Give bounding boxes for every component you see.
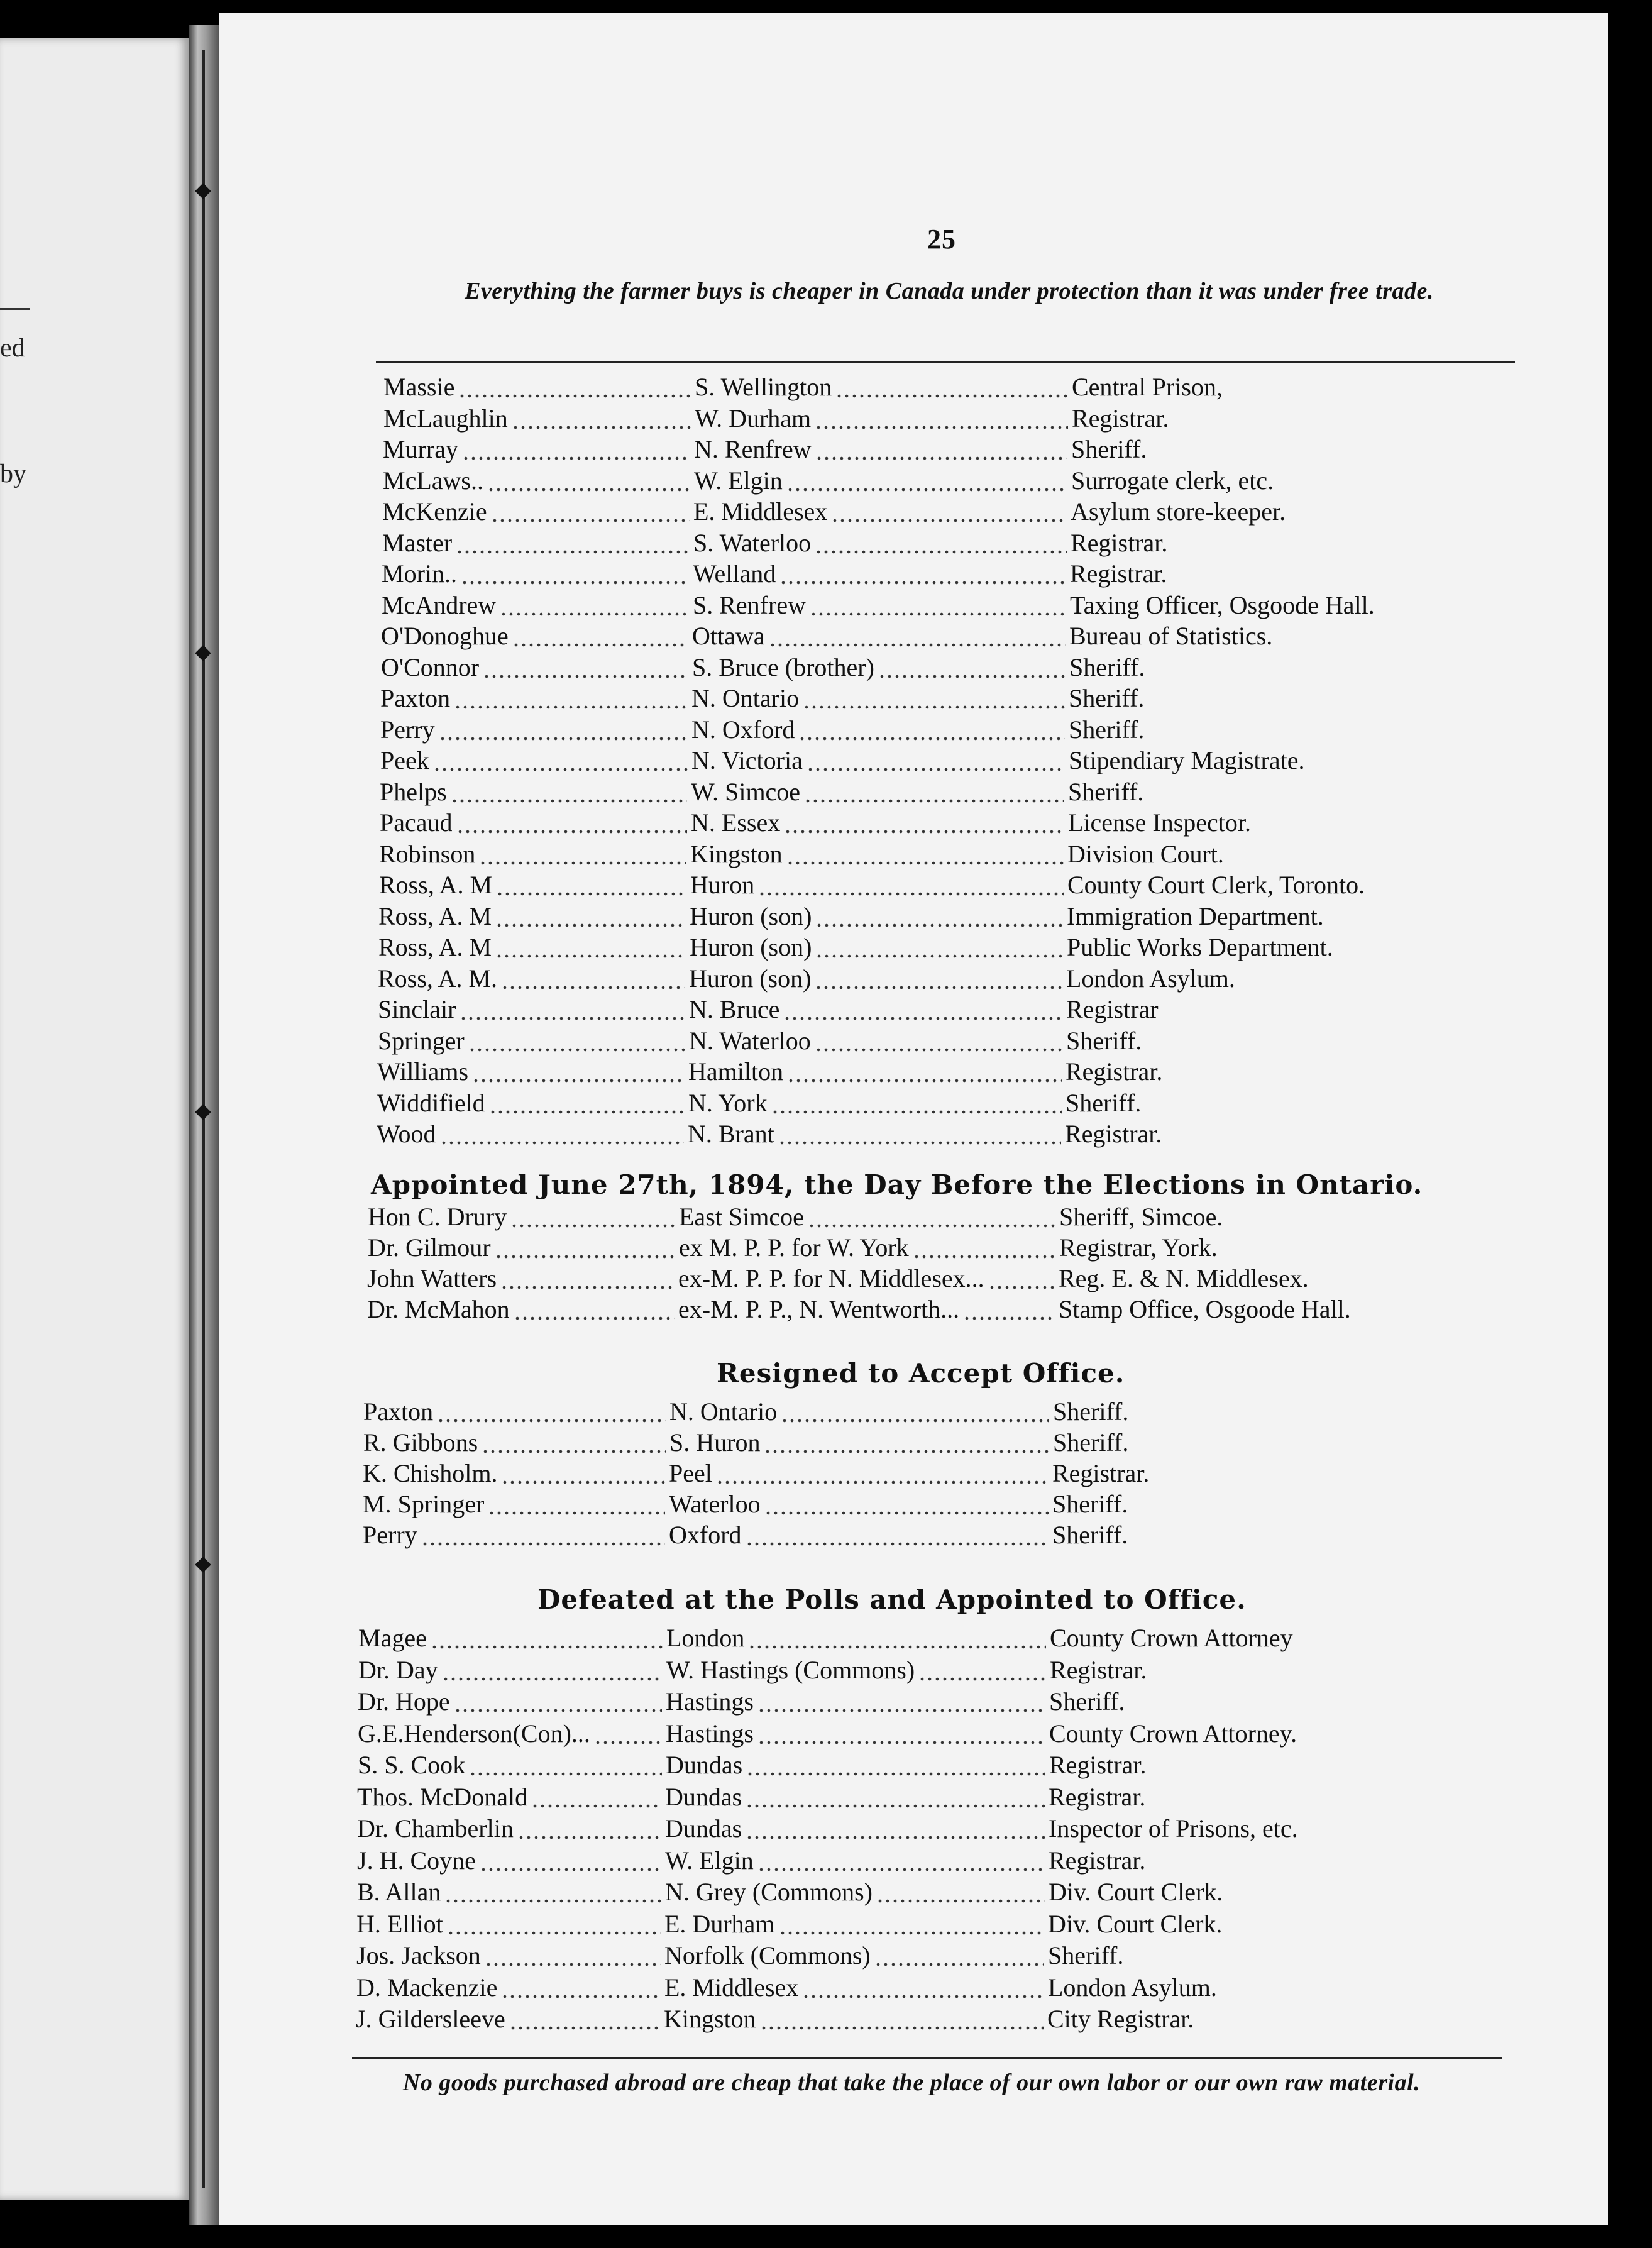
leader-dots <box>803 682 1065 715</box>
appointee-name: Thos. McDonald <box>357 1782 528 1811</box>
list-row <box>0 1781 1652 1814</box>
appointee-name: Morin.. <box>382 559 457 588</box>
leader-dots <box>815 1025 1062 1057</box>
office-name: Sheriff. <box>1048 1941 1124 1970</box>
leader-dots <box>442 1654 663 1687</box>
leader-dots <box>874 1939 1044 1972</box>
office-name: City Registrar. <box>1047 2005 1194 2033</box>
list-row <box>0 714 1652 746</box>
leader-dots <box>764 1488 1049 1521</box>
appointee-name: McLaws.. <box>383 466 483 495</box>
left-page-fragment: by <box>0 460 26 488</box>
riding-name: E. Durham <box>664 1909 775 1938</box>
leader-dots <box>815 402 1068 435</box>
left-page-rule <box>0 308 30 310</box>
list-row <box>0 682 1652 715</box>
leader-dots <box>594 1717 662 1750</box>
leader-dots <box>815 433 1067 466</box>
list-row <box>0 838 1652 871</box>
riding-name: Dundas <box>665 1782 742 1811</box>
list-row <box>0 1654 1652 1687</box>
riding-name: ex M. P. P. for W. York <box>679 1233 909 1262</box>
list-row <box>0 1201 1652 1233</box>
office-name: London Asylum. <box>1066 964 1235 993</box>
leader-dots <box>757 1844 1045 1877</box>
appointee-name: M. Springer <box>363 1490 485 1518</box>
leader-dots <box>488 1488 665 1521</box>
riding-name: Huron (son) <box>689 964 812 993</box>
list-row <box>0 2003 1652 2036</box>
leader-dots <box>810 589 1066 622</box>
leader-dots <box>495 900 686 933</box>
riding-name: Huron <box>690 871 755 899</box>
leader-dots <box>517 1812 661 1845</box>
leader-dots <box>783 993 1062 1026</box>
riding-name: Hamilton <box>688 1057 784 1086</box>
riding-name: Hastings <box>666 1719 754 1748</box>
riding-name: N. Oxford <box>691 715 795 744</box>
leader-dots <box>483 651 688 684</box>
riding-name: E. Middlesex <box>693 497 828 526</box>
appointee-name: Murray <box>383 435 458 463</box>
section-heading-resigned: Resigned to Accept Office. <box>717 1358 1125 1389</box>
leader-dots <box>485 1939 661 1972</box>
office-name: Surrogate clerk, etc. <box>1071 466 1274 495</box>
list-row <box>0 807 1652 839</box>
riding-name: W. Simcoe <box>691 777 801 806</box>
office-name: Registrar. <box>1050 1655 1147 1684</box>
office-name: Division Court. <box>1067 839 1224 868</box>
office-name: Sheriff. <box>1066 1088 1142 1117</box>
riding-name: N. York <box>688 1088 768 1117</box>
office-name: Registrar. <box>1066 1057 1163 1086</box>
riding-name: N. Bruce <box>689 995 780 1023</box>
riding-name: E. Middlesex <box>664 1973 799 2002</box>
appointee-name: J. H. Coyne <box>357 1846 476 1875</box>
office-name: Sheriff. <box>1053 1397 1129 1426</box>
list-row <box>0 1971 1652 2004</box>
riding-name: Ottawa <box>692 622 765 650</box>
appointee-name: Dr. Day <box>358 1655 438 1684</box>
leader-dots <box>480 1844 661 1877</box>
list-row <box>0 433 1652 466</box>
leader-dots <box>798 714 1065 746</box>
leader-dots <box>802 1971 1044 2004</box>
leader-dots <box>746 1812 1045 1845</box>
list-row <box>0 993 1652 1026</box>
riding-name: Peel <box>669 1459 712 1487</box>
riding-name: S. Wellington <box>695 373 832 401</box>
leader-dots <box>496 869 686 901</box>
riding-name: Waterloo <box>669 1490 761 1518</box>
leader-dots <box>461 558 689 590</box>
appointee-name: Peek <box>380 746 429 774</box>
list-row <box>0 1876 1652 1909</box>
leader-dots <box>918 1654 1046 1687</box>
leader-dots <box>482 1426 666 1459</box>
leader-dots <box>760 2003 1044 2036</box>
leader-dots <box>512 402 691 435</box>
office-name: Sheriff. <box>1052 1490 1128 1518</box>
leader-dots <box>444 1876 661 1909</box>
leader-dots <box>489 1087 685 1120</box>
office-name: Registrar. <box>1052 1459 1150 1487</box>
appointee-name: G.E.Henderson(Con)... <box>358 1719 590 1748</box>
appointee-name: McLaughlin <box>383 404 508 433</box>
leader-dots <box>963 1293 1055 1326</box>
list-row <box>0 1622 1652 1655</box>
appointee-name: Springer <box>378 1026 465 1055</box>
office-name: License Inspector. <box>1068 808 1251 837</box>
office-name: Registrar <box>1066 995 1159 1023</box>
leader-dots <box>748 1622 1046 1655</box>
appointee-name: H. Elliot <box>356 1909 443 1938</box>
appointee-name: Paxton <box>380 684 451 712</box>
appointee-name: Perry <box>363 1521 417 1549</box>
appointee-name: Hon C. Drury <box>368 1203 507 1231</box>
list-row <box>0 931 1652 964</box>
riding-name: S. Waterloo <box>693 528 812 557</box>
office-name: Inspector of Prisons, etc. <box>1049 1814 1298 1843</box>
list-row <box>0 589 1652 622</box>
leader-dots <box>460 993 685 1026</box>
leader-dots <box>815 900 1063 933</box>
appointee-name: J. Gildersleeve <box>356 2005 505 2033</box>
leader-dots <box>808 1201 1055 1233</box>
appointee-name: Wood <box>377 1120 436 1148</box>
leader-dots <box>468 1025 685 1057</box>
office-name: Registrar. <box>1072 404 1169 433</box>
list-row <box>0 744 1652 777</box>
leader-dots <box>514 1293 675 1326</box>
riding-name: W. Hastings (Commons) <box>666 1655 915 1684</box>
leader-dots <box>454 1685 662 1718</box>
riding-name: Welland <box>693 559 776 588</box>
leader-dots <box>757 1717 1045 1750</box>
list-row <box>0 1231 1652 1264</box>
leader-dots <box>878 651 1066 684</box>
office-name: Sheriff, Simcoe. <box>1059 1203 1223 1231</box>
office-name: Registrar. <box>1071 528 1168 557</box>
office-name: Sheriff. <box>1053 1428 1129 1457</box>
riding-name: W. Elgin <box>665 1846 754 1875</box>
leader-dots <box>835 371 1068 404</box>
office-name: County Court Clerk, Toronto. <box>1067 871 1365 899</box>
riding-name: W. Elgin <box>694 466 783 495</box>
leader-dots <box>787 1055 1062 1088</box>
office-name: Registrar. <box>1049 1846 1146 1875</box>
appointee-name: McKenzie <box>382 497 487 526</box>
appointee-name: John Watters <box>367 1264 497 1292</box>
appointee-name: Robinson <box>379 839 476 868</box>
section-heading-june: Appointed June 27th, 1894, the Day Before the Elections in Ontario. <box>371 1169 1423 1200</box>
riding-name: Oxford <box>669 1521 742 1549</box>
list-row <box>0 1685 1652 1718</box>
leader-dots <box>831 495 1067 528</box>
leader-dots <box>778 1118 1061 1150</box>
riding-name: N. Brant <box>688 1120 774 1148</box>
office-name: Sheriff. <box>1049 1687 1125 1716</box>
leader-dots <box>815 962 1062 995</box>
leader-dots <box>491 495 690 528</box>
riding-name: N. Essex <box>691 808 781 837</box>
riding-name: Dundas <box>665 1814 742 1843</box>
leader-dots <box>440 1118 684 1150</box>
leader-dots <box>769 620 1066 653</box>
leader-dots <box>472 1055 685 1088</box>
appointee-name: Massie <box>383 373 455 401</box>
list-row <box>0 620 1652 653</box>
office-name: Stipendiary Magistrate. <box>1069 746 1305 774</box>
leader-dots <box>500 1262 675 1295</box>
appointee-name: Dr. Hope <box>358 1687 450 1716</box>
office-name: Sheriff. <box>1066 1026 1142 1055</box>
leader-dots <box>512 620 688 653</box>
riding-name: Dundas <box>666 1751 743 1779</box>
leader-dots <box>510 1201 675 1233</box>
leader-dots <box>531 1781 661 1814</box>
office-name: Registrar. <box>1065 1120 1162 1148</box>
list-row <box>0 371 1652 404</box>
leader-dots <box>462 433 690 466</box>
list-row <box>0 402 1652 435</box>
riding-name: S. Renfrew <box>693 590 806 619</box>
leader-dots <box>757 1685 1045 1718</box>
riding-name: London <box>666 1624 745 1652</box>
office-name: Taxing Officer, Osgoode Hall. <box>1070 590 1375 619</box>
leader-dots <box>786 465 1067 497</box>
riding-name: N. Ontario <box>691 684 800 712</box>
riding-name: N. Waterloo <box>689 1026 811 1055</box>
list-row <box>0 776 1652 808</box>
office-name: Reg. E. & N. Middlesex. <box>1059 1264 1309 1292</box>
leader-dots <box>807 744 1065 777</box>
leader-dots <box>988 1262 1055 1295</box>
appointee-name: Widdifield <box>377 1088 485 1117</box>
list-row <box>0 1519 1652 1551</box>
leader-dots <box>421 1519 665 1551</box>
office-name: Registrar. <box>1070 559 1167 588</box>
riding-name: N. Victoria <box>691 746 803 774</box>
office-name: Sheriff. <box>1069 653 1145 681</box>
riding-name: N. Grey (Commons) <box>665 1878 873 1906</box>
leader-dots <box>781 1396 1049 1428</box>
office-name: Bureau of Statistics. <box>1069 622 1273 650</box>
leader-dots <box>913 1231 1055 1264</box>
list-row <box>0 527 1652 559</box>
leader-dots <box>495 931 686 964</box>
riding-name: Kingston <box>690 839 783 868</box>
leader-dots <box>758 869 1064 901</box>
office-name: Central Prison, <box>1072 373 1223 401</box>
leader-dots <box>433 744 688 777</box>
footer-note: No goods purchased abroad are cheap that take the place of our own labor or our own raw material. <box>402 2069 1421 2096</box>
leader-dots <box>447 1908 661 1941</box>
appointee-name: Ross, A. M <box>379 871 493 899</box>
leader-dots <box>437 1396 666 1428</box>
riding-name: S. Bruce (brother) <box>692 653 874 681</box>
list-row <box>0 1087 1652 1120</box>
riding-name: Huron (son) <box>690 933 812 961</box>
leader-dots <box>501 1457 665 1490</box>
leader-dots <box>779 558 1066 590</box>
appointee-name: Magee <box>358 1624 427 1652</box>
leader-dots <box>456 807 687 839</box>
office-name: Asylum store-keeper. <box>1071 497 1286 526</box>
leader-dots <box>716 1457 1049 1490</box>
appointee-name: K. Chisholm. <box>363 1459 498 1487</box>
office-name: London Asylum. <box>1048 1973 1217 2002</box>
list-row <box>0 1118 1652 1150</box>
list-row <box>0 869 1652 901</box>
leader-dots <box>779 1908 1044 1941</box>
leader-dots <box>487 465 690 497</box>
riding-name: East Simcoe <box>679 1203 804 1231</box>
footer-rule <box>352 2057 1502 2059</box>
appointee-name: Jos. Jackson <box>356 1941 481 1970</box>
leader-dots <box>495 1231 675 1264</box>
leader-dots <box>509 2003 660 2036</box>
office-name: County Crown Attorney <box>1050 1624 1293 1652</box>
leader-dots <box>786 838 1064 871</box>
list-row <box>0 1293 1652 1326</box>
page-number: 25 <box>927 224 956 255</box>
riding-name: ex-M. P. P., N. Wentworth... <box>678 1295 960 1323</box>
leader-dots <box>431 1622 663 1655</box>
leader-dots <box>479 838 686 871</box>
leader-dots <box>764 1426 1049 1459</box>
office-name: Div. Court Clerk. <box>1048 1909 1223 1938</box>
office-name: Sheriff. <box>1069 684 1145 712</box>
leader-dots <box>501 1971 661 2004</box>
list-row <box>0 962 1652 995</box>
leader-dots <box>815 931 1063 964</box>
list-row <box>0 1396 1652 1428</box>
leader-dots <box>456 527 690 559</box>
office-name: Sheriff. <box>1052 1521 1128 1549</box>
list-row <box>0 900 1652 933</box>
list-row <box>0 1749 1652 1782</box>
appointee-name: R. Gibbons <box>363 1428 478 1457</box>
appointee-name: Dr. Gilmour <box>368 1233 491 1262</box>
leader-dots <box>454 682 688 715</box>
leader-dots <box>876 1876 1045 1909</box>
appointee-name: Williams <box>377 1057 469 1086</box>
office-name: County Crown Attorney. <box>1049 1719 1297 1748</box>
appointee-name: O'Donoghue <box>381 622 509 650</box>
list-row <box>0 1844 1652 1877</box>
leader-dots <box>815 527 1067 559</box>
appointee-name: Sinclair <box>378 995 456 1023</box>
office-name: Stamp Office, Osgoode Hall. <box>1059 1295 1351 1323</box>
list-row <box>0 1426 1652 1459</box>
list-row <box>0 1488 1652 1521</box>
office-name: Immigration Department. <box>1067 901 1324 930</box>
leader-dots <box>746 1781 1045 1814</box>
appointee-name: Ross, A. M <box>378 901 492 930</box>
list-row <box>0 558 1652 590</box>
appointee-name: Dr. Chamberlin <box>357 1814 514 1843</box>
riding-name: ex-M. P. P. for N. Middlesex... <box>678 1264 984 1292</box>
office-name: Registrar, York. <box>1059 1233 1218 1262</box>
riding-name: Hastings <box>666 1687 754 1716</box>
list-row <box>0 1262 1652 1295</box>
appointee-name: Phelps <box>380 777 447 806</box>
appointee-name: D. Mackenzie <box>356 1973 498 2002</box>
list-row <box>0 465 1652 497</box>
list-row <box>0 1457 1652 1490</box>
riding-name: S. Huron <box>669 1428 761 1457</box>
leader-dots <box>458 371 691 404</box>
leader-dots <box>451 776 687 808</box>
list-row <box>0 1939 1652 1972</box>
riding-name: Norfolk (Commons) <box>664 1941 871 1970</box>
office-name: Registrar. <box>1049 1782 1146 1811</box>
leader-dots <box>439 714 688 746</box>
leader-dots <box>746 1519 1049 1551</box>
appointee-name: O'Connor <box>381 653 480 681</box>
appointee-name: Master <box>382 528 453 557</box>
list-row <box>0 1717 1652 1750</box>
riding-name: W. Durham <box>695 404 812 433</box>
appointee-name: Dr. McMahon <box>367 1295 510 1323</box>
leader-dots <box>501 962 685 995</box>
appointee-name: S. S. Cook <box>358 1751 466 1779</box>
list-row <box>0 495 1652 528</box>
appointee-name: Paxton <box>363 1397 434 1426</box>
list-row <box>0 1025 1652 1057</box>
appointee-name: Pacaud <box>380 808 453 837</box>
leader-dots <box>746 1749 1045 1782</box>
office-name: Sheriff. <box>1071 435 1147 463</box>
office-name: Sheriff. <box>1068 777 1144 806</box>
office-name: Div. Court Clerk. <box>1049 1878 1223 1906</box>
appointee-name: B. Allan <box>357 1878 441 1906</box>
leader-dots <box>784 807 1064 839</box>
leader-dots <box>771 1087 1062 1120</box>
header-rule <box>376 361 1515 363</box>
list-row <box>0 1812 1652 1845</box>
riding-name: Huron (son) <box>690 901 812 930</box>
office-name: Sheriff. <box>1069 715 1145 744</box>
list-row <box>0 1908 1652 1941</box>
appointee-name: Ross, A. M <box>378 933 492 961</box>
appointee-name: Perry <box>380 715 435 744</box>
riding-name: Kingston <box>664 2005 756 2033</box>
left-page-fragment: ed <box>0 334 25 363</box>
office-name: Registrar. <box>1049 1751 1147 1779</box>
leader-dots <box>469 1749 662 1782</box>
leader-dots <box>500 589 689 622</box>
header-note: Everything the farmer buys is cheaper in Canada under protection than it was under free trade. <box>465 278 1434 304</box>
riding-name: N. Renfrew <box>694 435 812 463</box>
list-row <box>0 651 1652 684</box>
section-heading-defeated: Defeated at the Polls and Appointed to Office. <box>537 1584 1247 1615</box>
leader-dots <box>804 776 1064 808</box>
riding-name: N. Ontario <box>669 1397 778 1426</box>
office-name: Public Works Department. <box>1067 933 1333 961</box>
appointee-name: McAndrew <box>382 590 497 619</box>
appointee-name: Ross, A. M. <box>378 964 498 993</box>
list-row <box>0 1055 1652 1088</box>
